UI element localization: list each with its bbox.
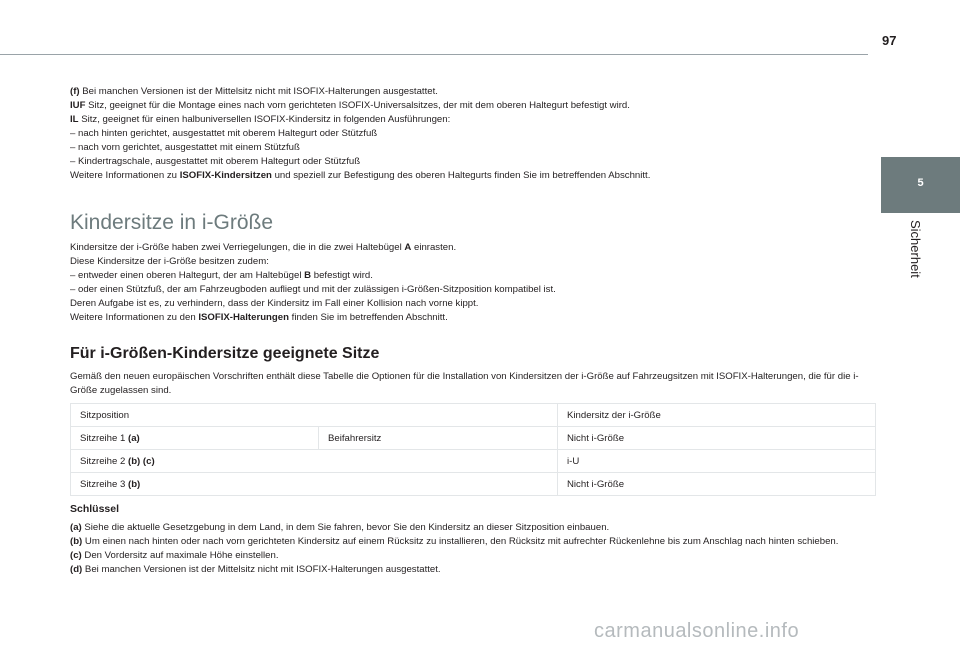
table-intro: Gemäß den neuen europäischen Vorschriften enthält diese Tabelle die Optionen für die Installation von Kindersitzen der i-Größe auf Fahrzeugsitzen mit ISOFIX-Halterungen, die für die i-Größe zugelassen sind. xyxy=(70,371,859,396)
chapter-label: Sicherheit xyxy=(908,220,923,278)
chapter-tab[interactable] xyxy=(881,157,960,213)
chapter-number: 5 xyxy=(917,177,924,189)
table-row xyxy=(71,427,876,450)
intro-line: Kindersitze der i-Größe haben zwei Verriegelungen, die in die zwei Haltebügel A einrasten. xyxy=(70,242,457,253)
row-cell-value: Nicht i-Größe xyxy=(558,473,876,496)
watermark: carmanualsonline.info xyxy=(594,620,800,642)
row-cell-value: i-U xyxy=(558,450,876,473)
row-cell-value: Nicht i-Größe xyxy=(558,427,876,450)
intro-line: – entweder einen oberen Haltegurt, der am Haltebügel B befestigt wird. xyxy=(70,270,373,281)
row-cell-sub: Beifahrersitz xyxy=(319,427,558,450)
table-row xyxy=(71,473,876,496)
row-cell-position: Sitzreihe 1 (a) xyxy=(71,427,319,450)
header-cell-seat: Kindersitz der i-Größe xyxy=(558,404,876,427)
table-header-row xyxy=(71,404,876,427)
section-title: Kindersitze in i-Größe xyxy=(70,211,274,234)
seat-table xyxy=(70,403,876,496)
subsection-title: Für i-Größen-Kindersitze geeignete Sitze xyxy=(70,345,380,362)
note-line: – nach vorn gerichtet, ausgestattet mit einem Stützfuß xyxy=(70,142,300,153)
header-divider xyxy=(0,54,868,55)
intro-line: Weitere Informationen zu den ISOFIX-Halterungen finden Sie im betreffenden Abschnitt. xyxy=(70,312,448,323)
note-line: IUF Sitz, geeignet für die Montage eines nach vorn gerichteten ISOFIX-Universalsitzes, der mit dem oberen Haltegurt befestigt wird. xyxy=(70,100,630,111)
isofix-notes xyxy=(70,85,880,183)
note-line: IL Sitz, geeignet für einen halbuniversellen ISOFIX-Kindersitz in folgenden Ausführungen: xyxy=(70,114,451,125)
note-line: (f) Bei manchen Versionen ist der Mittelsitz nicht mit ISOFIX-Halterungen ausgestattet. xyxy=(70,86,438,97)
key-item: (c) Den Vordersitz auf maximale Höhe einstellen. xyxy=(70,550,279,561)
note-line: – nach hinten gerichtet, ausgestattet mit oberem Haltegurt oder Stützfuß xyxy=(70,128,378,139)
intro-line: Diese Kindersitze der i-Größe besitzen zudem: xyxy=(70,256,269,267)
section-intro xyxy=(70,241,880,325)
intro-line: – oder einen Stützfuß, der am Fahrzeugboden aufliegt und mit der zulässigen i-Größen-Sitzposition kompatibel ist. xyxy=(70,284,556,295)
header-cell-position: Sitzposition xyxy=(71,404,558,427)
row-cell-position: Sitzreihe 2 (b) (c) xyxy=(71,450,558,473)
key-item: (b) Um einen nach hinten oder nach vorn gerichteten Kindersitz auf einem Rücksitz zu installieren, den Rücksitz mit aufrechter Rückenlehne bis zum Anschlag nach hinten schieben. xyxy=(70,536,839,547)
key-item: (a) Siehe die aktuelle Gesetzgebung in dem Land, in dem Sie fahren, bevor Sie den Kindersitz an dieser Sitzposition einbauen. xyxy=(70,522,610,533)
key-list xyxy=(70,521,870,577)
page-number: 97 xyxy=(882,33,897,48)
note-line: – Kindertragschale, ausgestattet mit oberem Haltegurt oder Stützfuß xyxy=(70,156,361,167)
table-row xyxy=(71,450,876,473)
intro-line: Deren Aufgabe ist es, zu verhindern, dass der Kindersitz im Fall einer Kollision nach vorne kippt. xyxy=(70,298,479,309)
row-cell-position: Sitzreihe 3 (b) xyxy=(71,473,558,496)
key-item: (d) Bei manchen Versionen ist der Mittelsitz nicht mit ISOFIX-Halterungen ausgestattet. xyxy=(70,564,441,575)
note-more-info: Weitere Informationen zu ISOFIX-Kindersitzen und speziell zur Befestigung des oberen Haltegurts finden Sie im betreffenden Abschnitt. xyxy=(70,170,651,181)
key-title: Schlüssel xyxy=(70,503,120,515)
